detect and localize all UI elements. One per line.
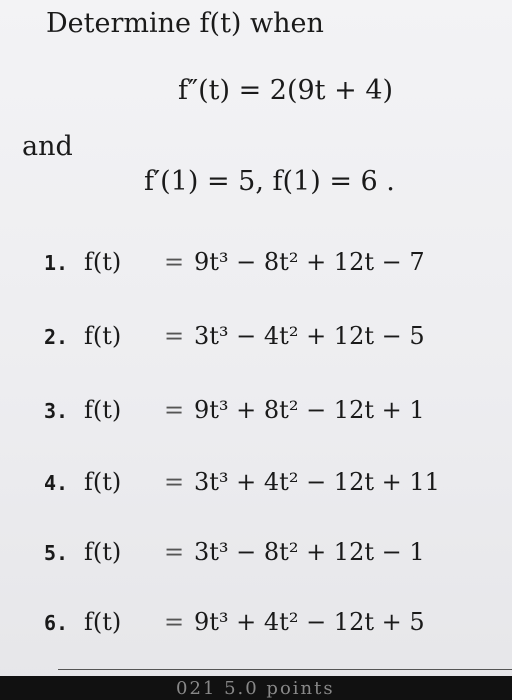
option-number: 1. <box>44 251 69 275</box>
answer-option-3[interactable] <box>44 396 425 424</box>
option-equals: = <box>163 608 185 636</box>
answer-option-2[interactable] <box>44 322 425 350</box>
option-rhs: 3t³ − 4t² + 12t − 5 <box>194 322 425 350</box>
option-equals: = <box>163 468 185 496</box>
option-rhs: 9t³ − 8t² + 12t − 7 <box>194 248 425 276</box>
option-lhs: f(t) <box>84 538 122 566</box>
option-lhs: f(t) <box>84 608 122 636</box>
answer-option-6[interactable] <box>44 608 425 636</box>
option-number: 2. <box>44 325 69 349</box>
connector-text: and <box>22 131 73 162</box>
option-equals: = <box>163 396 185 424</box>
divider-line <box>58 669 512 670</box>
option-equals: = <box>163 538 185 566</box>
option-number: 3. <box>44 399 69 423</box>
option-equals: = <box>163 322 185 350</box>
option-rhs: 3t³ − 8t² + 12t − 1 <box>194 538 425 566</box>
initial-conditions: f′(1) = 5, f(1) = 6 . <box>144 166 395 197</box>
option-lhs: f(t) <box>84 322 122 350</box>
option-number: 5. <box>44 541 69 565</box>
option-number: 4. <box>44 471 69 495</box>
answer-option-4[interactable] <box>44 468 440 496</box>
option-lhs: f(t) <box>84 396 122 424</box>
cropped-next-question-header: 021 5.0 points <box>176 678 335 699</box>
option-rhs: 9t³ + 4t² − 12t + 5 <box>194 608 425 636</box>
option-equals: = <box>163 248 185 276</box>
option-lhs: f(t) <box>84 468 122 496</box>
option-number: 6. <box>44 611 69 635</box>
option-rhs: 9t³ + 8t² − 12t + 1 <box>194 396 425 424</box>
answer-option-5[interactable] <box>44 538 425 566</box>
answer-option-1[interactable] <box>44 248 425 276</box>
problem-title: Determine f(t) when <box>46 8 324 39</box>
second-derivative-equation: f″(t) = 2(9t + 4) <box>178 75 394 106</box>
option-lhs: f(t) <box>84 248 122 276</box>
option-rhs: 3t³ + 4t² − 12t + 11 <box>194 468 440 496</box>
